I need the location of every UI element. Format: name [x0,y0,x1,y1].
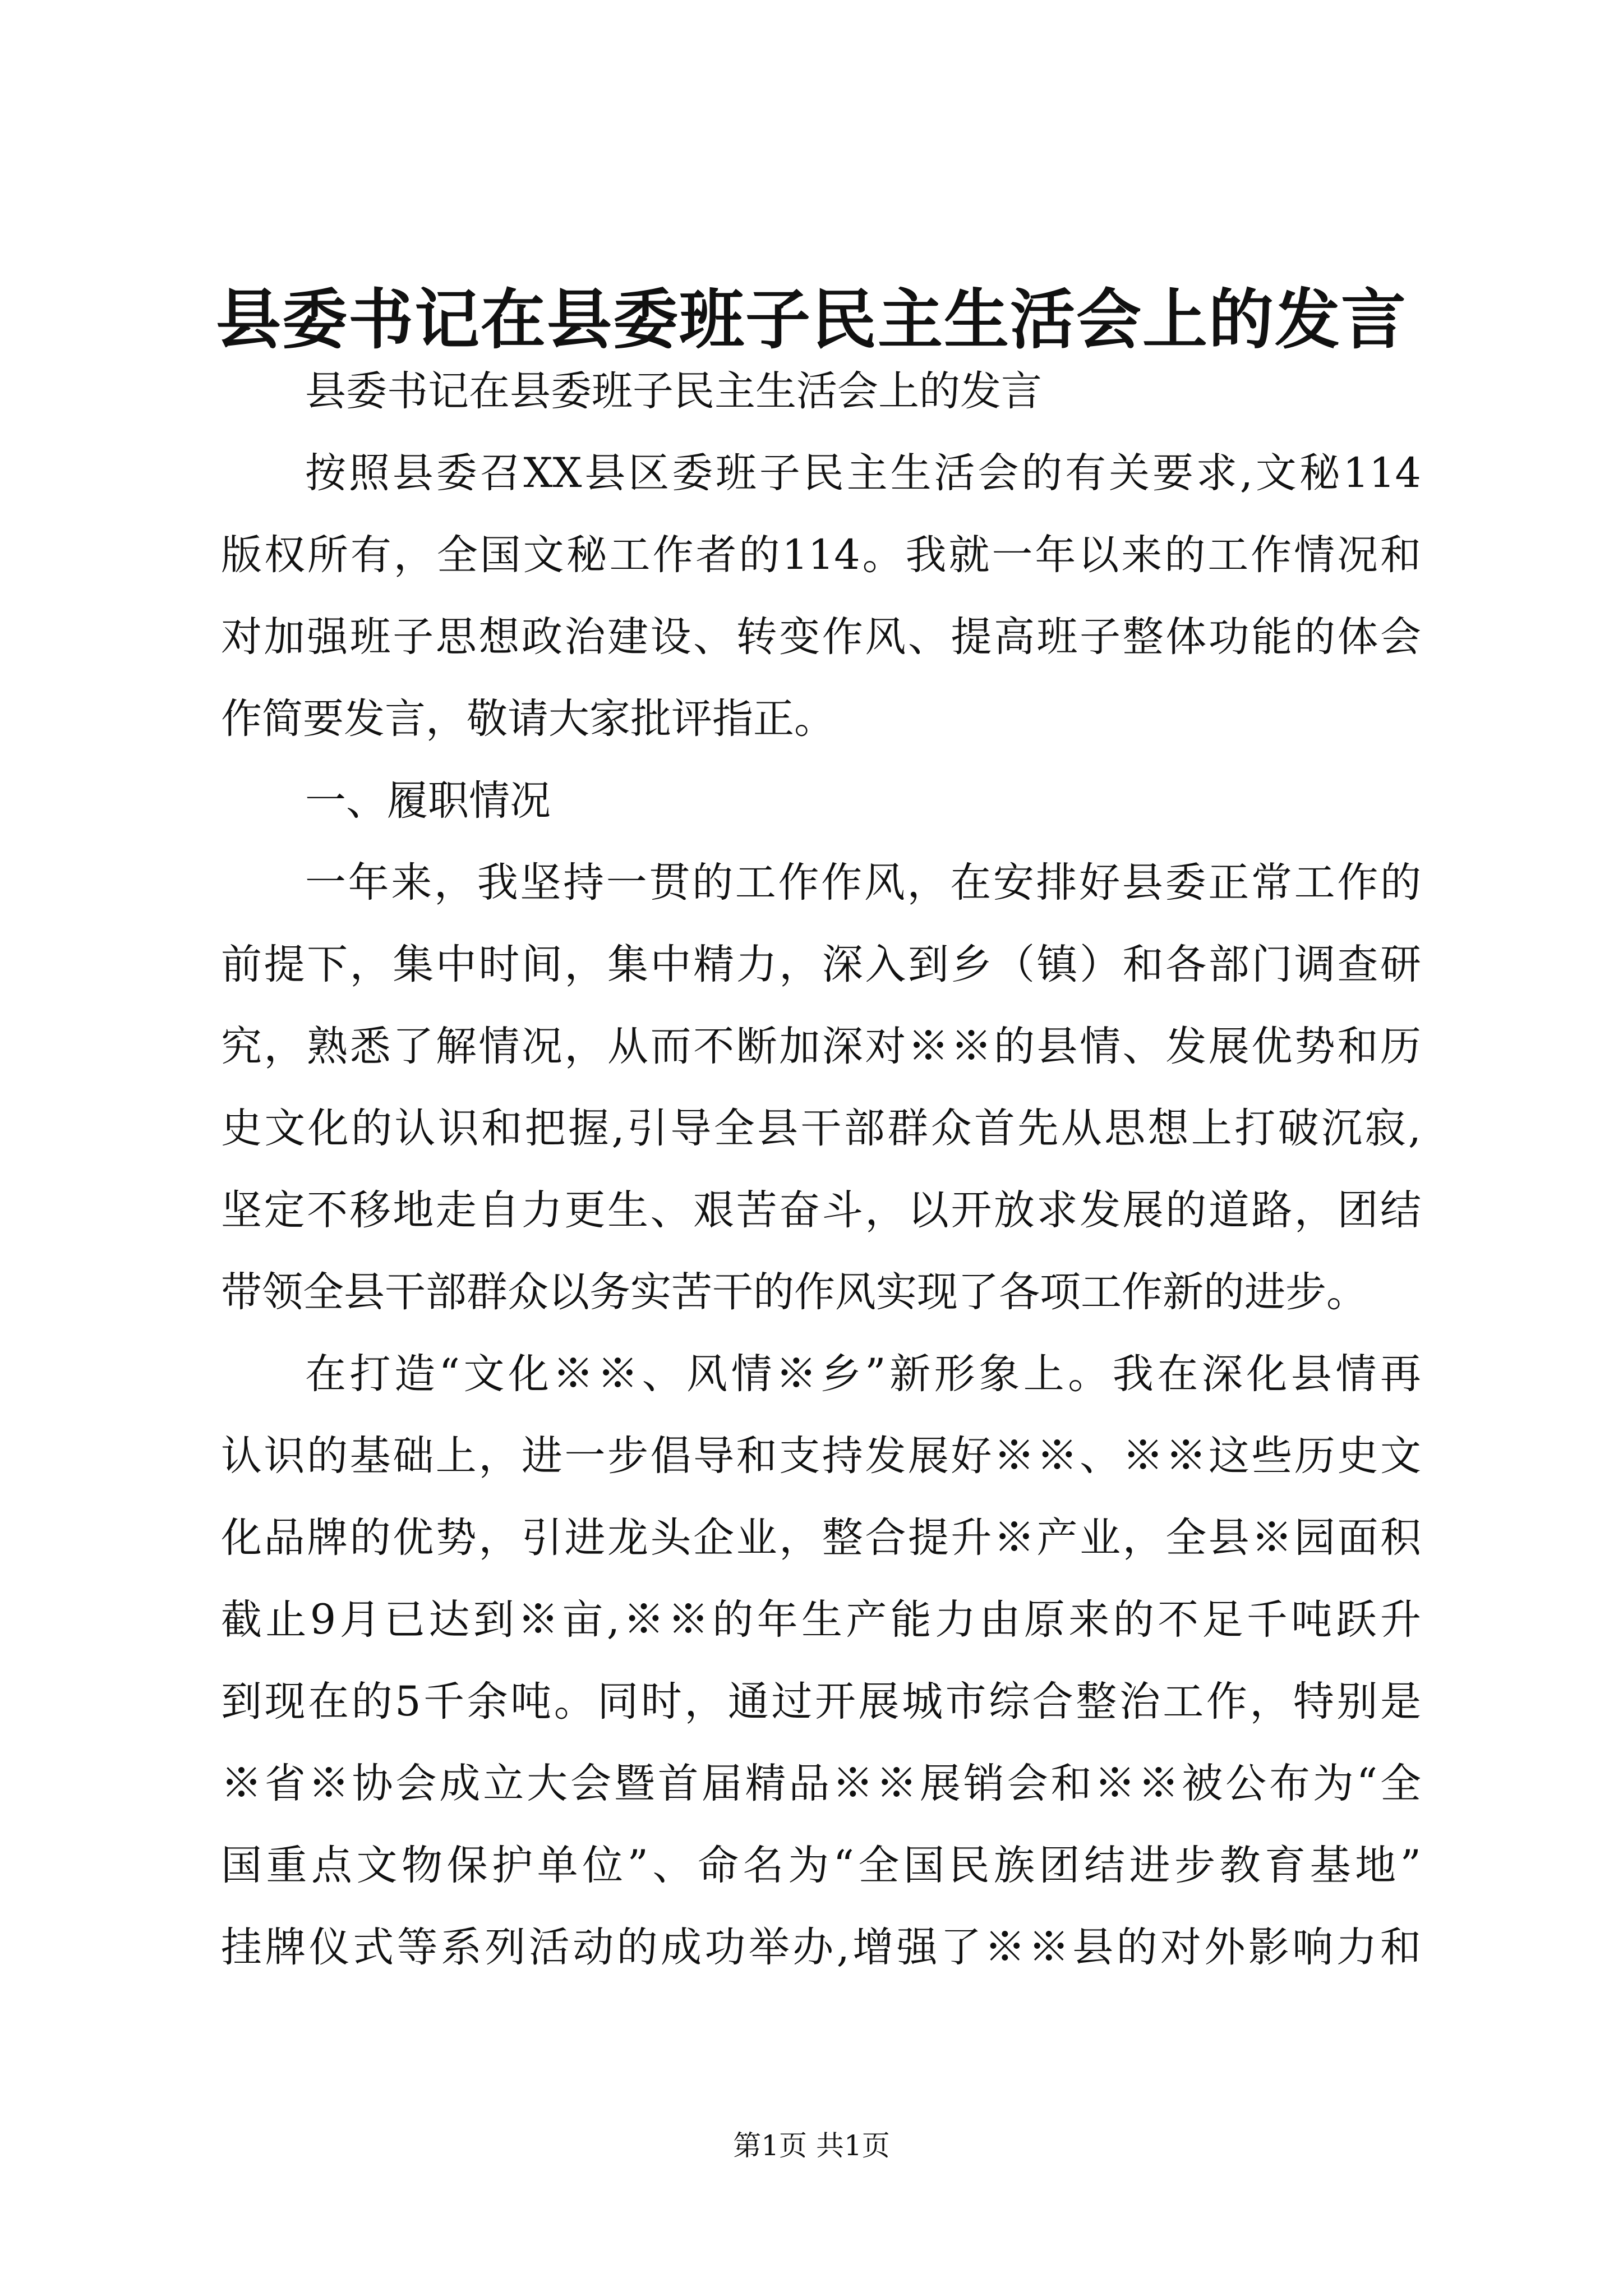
body-line: 认识的基础上，进一步倡导和支持发展好※※、※※这些历史文 [221,1432,1421,1480]
body-line: 究，熟悉了解情况，从而不断加深对※※的县情、发展优势和历 [221,1023,1421,1070]
body-line: 作简要发言，敬请大家批评指正。 [221,695,835,743]
body-line: 坚定不移地走自力更生、艰苦奋斗，以开放求发展的道路，团结 [221,1186,1421,1234]
body-line: 化品牌的优势，引进龙头企业，整合提升※产业，全县※园面积 [221,1514,1421,1562]
body-line: 版权所有，全国文秘工作者的114。我就一年以来的工作情况和 [221,531,1421,579]
body-line: 截止9月已达到※亩,※※的年生产能力由原来的不足千吨跃升 [221,1596,1421,1644]
document-title: 县委书记在县委班子民主生活会上的发言 [216,282,1407,358]
body-line: 一年来，我坚持一贯的工作作风，在安排好县委正常工作的 [305,859,1421,907]
body-line: 到现在的5千余吨。同时，通过开展城市综合整治工作，特别是 [221,1678,1421,1726]
body-line: 史文化的认识和把握,引导全县干部群众首先从思想上打破沉寂, [221,1105,1421,1152]
body-line: 前提下，集中时间，集中精力，深入到乡（镇）和各部门调查研 [221,941,1421,988]
body-line: 带领全县干部群众以务实苦干的作风实现了各项工作新的进步。 [221,1268,1367,1316]
document-body [221,351,1421,1989]
body-line: 对加强班子思想政治建设、转变作风、提高班子整体功能的体会 [221,613,1421,661]
body-line: 县委书记在县委班子民主生活会上的发言 [305,367,1042,415]
page-footer: 第1页 共1页 [733,2129,890,2162]
body-line: ※省※协会成立大会暨首届精品※※展销会和※※被公布为“全 [221,1760,1421,1807]
body-line: 挂牌仪式等系列活动的成功举办,增强了※※县的对外影响力和 [221,1924,1421,1971]
body-line: 按照县委召XX县区委班子民主生活会的有关要求,文秘114 [305,449,1421,497]
body-line: 国重点文物保护单位”、命名为“全国民族团结进步教育基地” [221,1842,1421,1889]
body-line: 一、履职情况 [305,777,551,825]
body-line: 在打造“文化※※、风情※乡”新形象上。我在深化县情再 [305,1350,1421,1398]
